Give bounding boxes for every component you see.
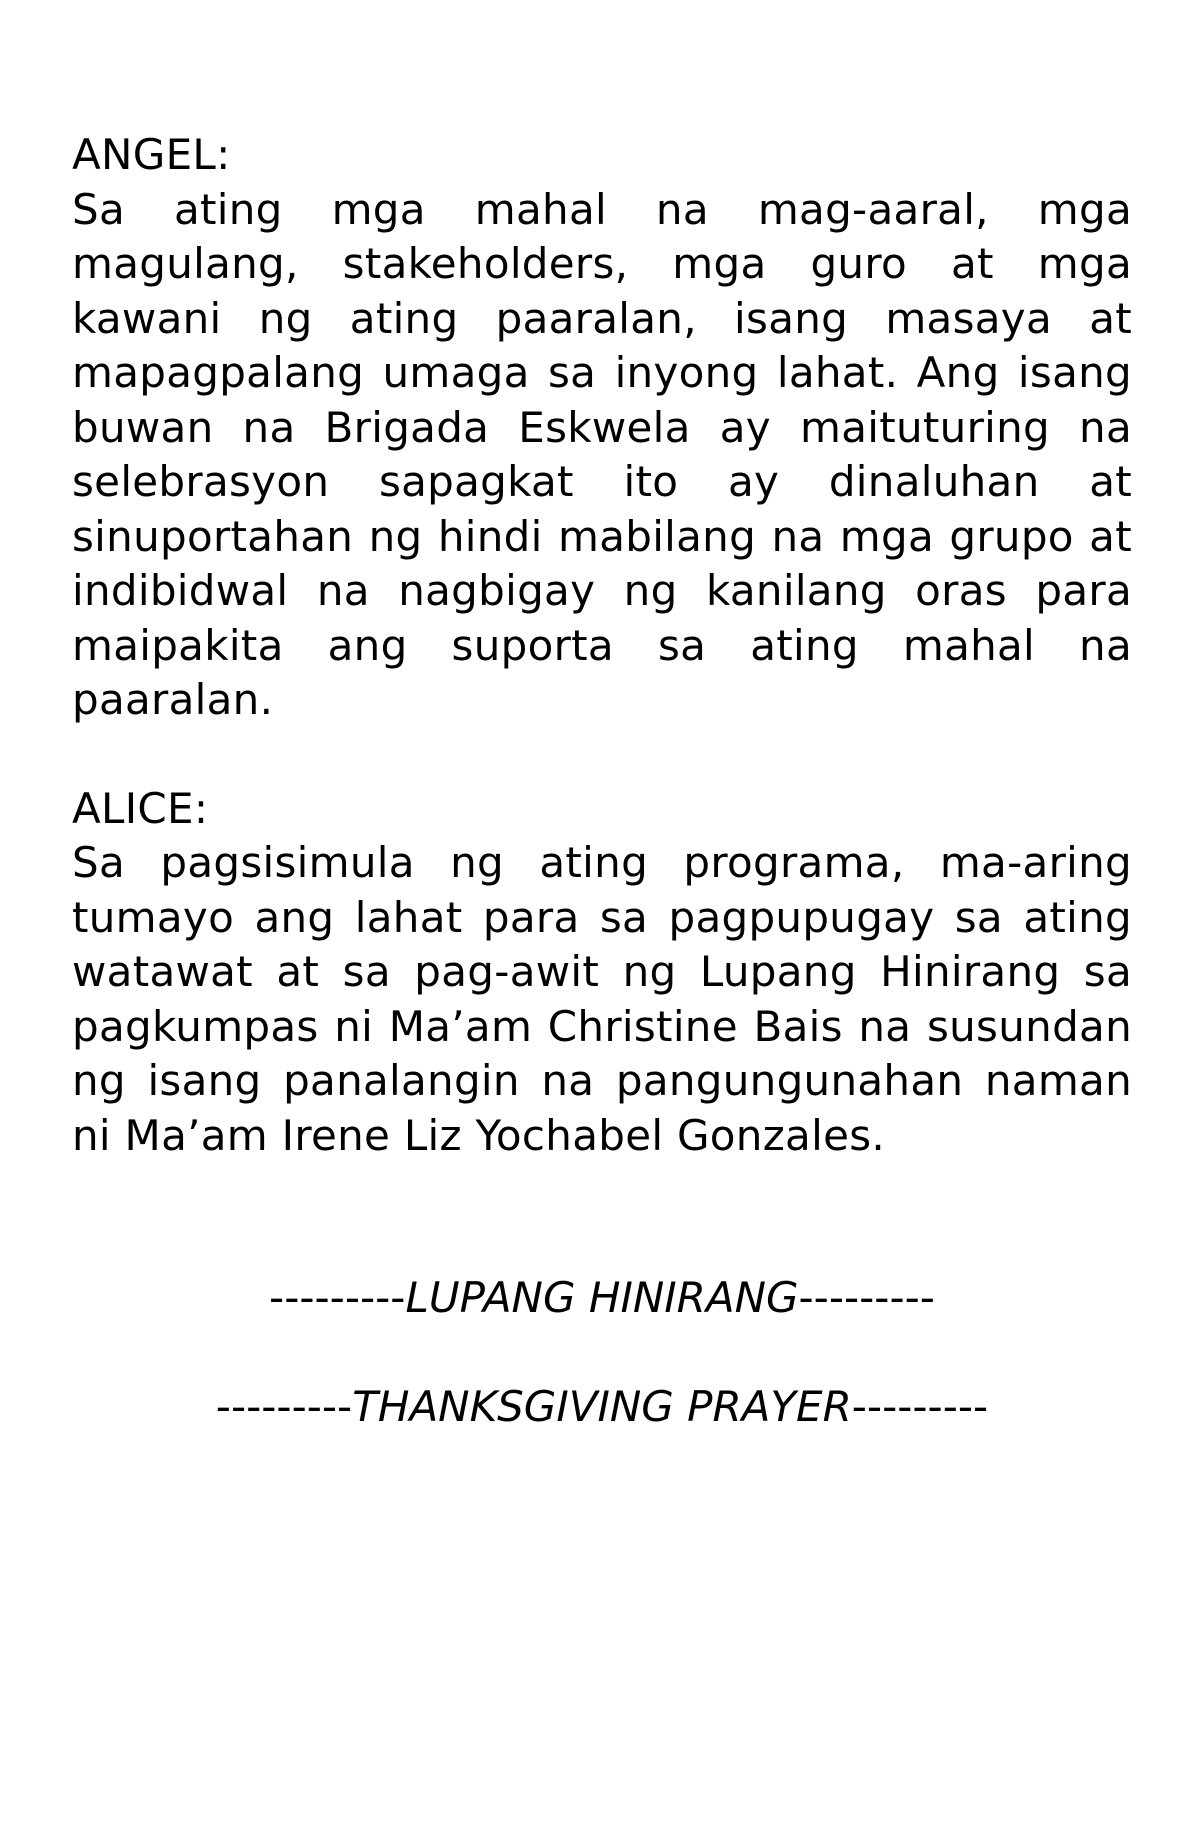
cue-lupang-hinirang [72,1271,1132,1326]
cue-title: LUPANG HINIRANG [405,1273,799,1322]
alice-block [72,782,1132,1164]
angel-block [72,128,1132,728]
cue-dashes-left: --------- [215,1381,353,1431]
speaker-label-angel: ANGEL: [72,130,231,179]
script-page [72,128,1132,1434]
cue-dashes-left: --------- [269,1273,406,1322]
alice-paragraph: Sa pagsisimula ng ating programa, ma-aring tumayo ang lahat para sa pagpupugay sa ating watawat at sa pag-awit ng Lupang Hinirang sa pagkumpas ni Ma’am Christine Bais na susundan ng isang panalangin na pangungunahan naman ni Ma’am Irene Liz Yochabel Gonzales. [72,838,1132,1160]
cue-dashes-right: --------- [851,1381,989,1431]
cue-title: THANKSGIVING PRAYER [352,1381,852,1431]
speaker-label-alice: ALICE: [72,783,209,833]
cue-dashes-right: --------- [798,1273,935,1322]
angel-paragraph: Sa ating mga mahal na mag-aaral, mga magulang, stakeholders, mga guro at mga kawani ng ating paaralan, isang masaya at mapagpalang umaga sa inyong lahat. Ang isang buwan na Brigada Eskwela ay maituturing na selebrasyon sapagkat ito ay dinaluhan at sinuportahan ng hindi mabilang na mga grupo at indibidwal na nagbigay ng kanilang oras para maipakita ang suporta sa ating mahal na paaralan. [72,184,1132,724]
cue-thanksgiving-prayer [72,1380,1132,1435]
